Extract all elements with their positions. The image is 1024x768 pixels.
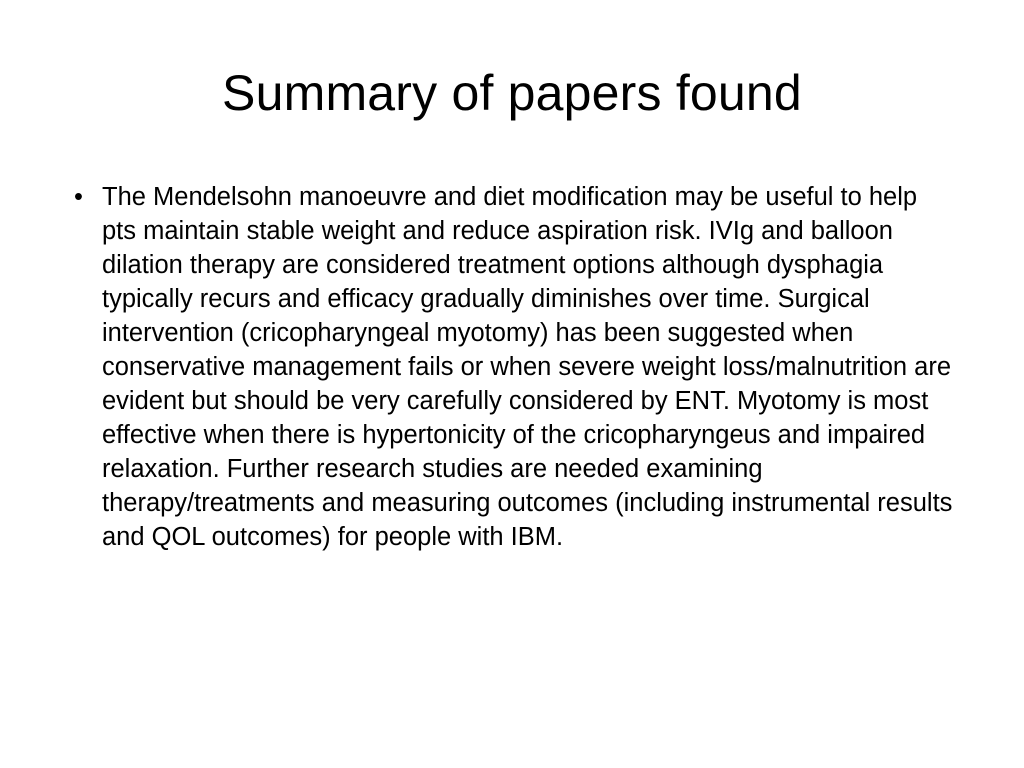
bullet-list: [74, 180, 954, 554]
bullet-item: [74, 180, 954, 554]
bullet-icon: •: [74, 183, 83, 211]
slide-title: Summary of papers found: [222, 65, 802, 121]
bullet-text: The Mendelsohn manoeuvre and diet modification may be useful to help pts maintain stable weight and reduce aspiration risk. IVIg and balloon dilation therapy are considered treatment options although dysphagia typically recurs and efficacy gradually diminishes over time. Surgical intervention (cricopharyngeal myotomy) has been suggested when conservative management fails or when severe weight loss/malnutrition are evident but should be very carefully considered by ENT. Myotomy is most effective when there is hypertonicity of the cricopharyngeus and impaired relaxation. Further research studies are needed examining therapy/treatments and measuring outcomes (including instrumental results and QOL outcomes) for people with IBM.: [102, 183, 953, 551]
